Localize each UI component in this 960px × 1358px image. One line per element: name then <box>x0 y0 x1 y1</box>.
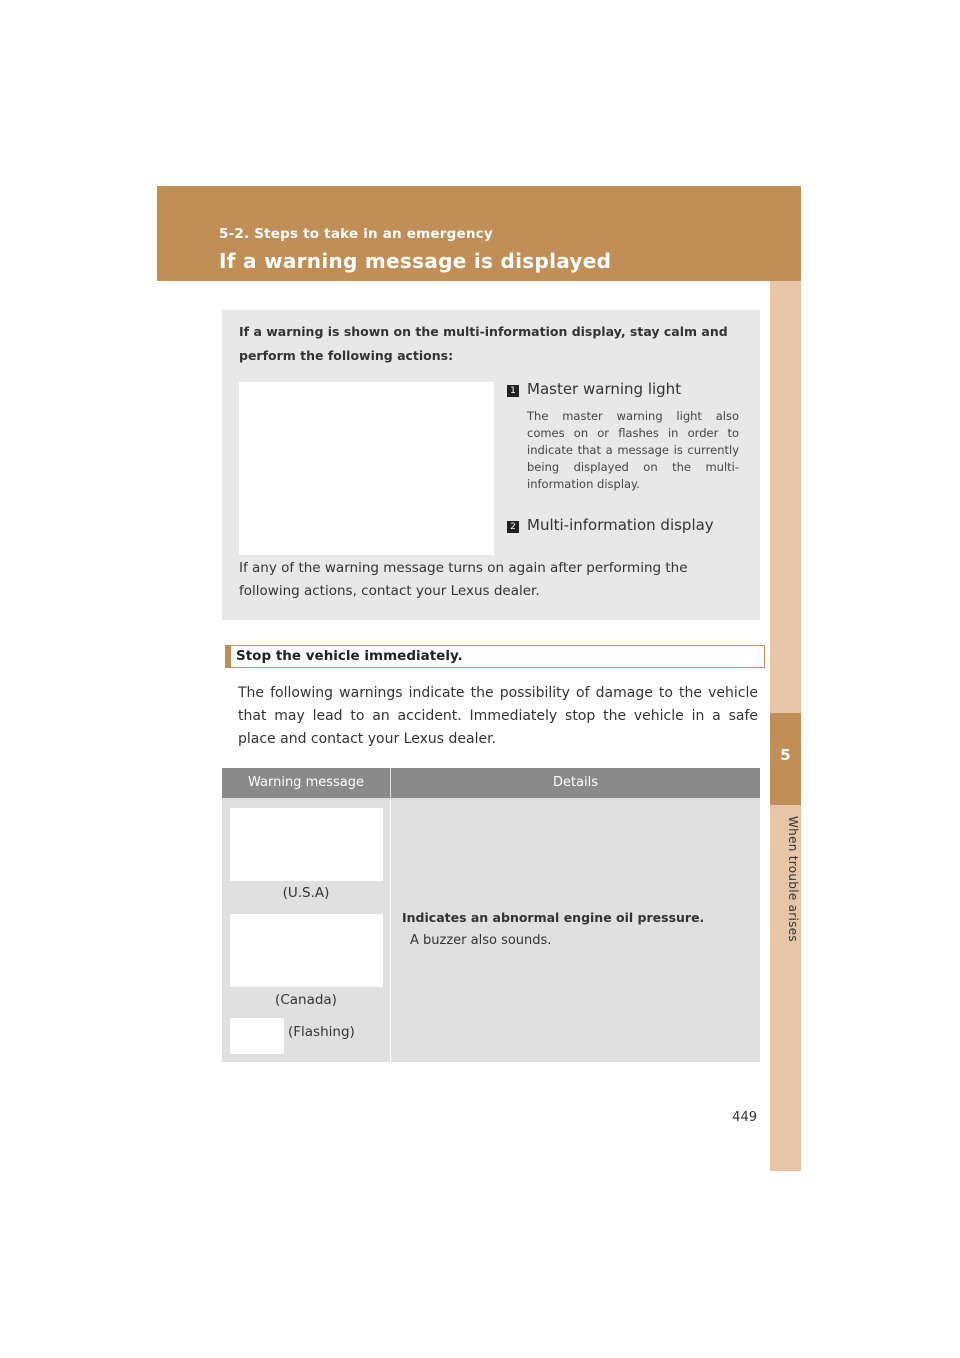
details-text: Indicates an abnormal engine oil pressure. <box>402 910 705 925</box>
callout-number-1: 1 <box>507 385 519 397</box>
caption-usa: (U.S.A) <box>282 885 330 901</box>
warning-image-canada <box>230 914 383 987</box>
info-box <box>222 310 760 620</box>
section-body: The following warnings indicate the possibility of damage to the vehicle that may lead to an accident. Immediately stop the vehicle in a safe place and contact your Lexus dealer. <box>238 685 758 747</box>
callout-title-master-warning: Master warning light <box>527 380 682 398</box>
page-number: 449 <box>732 1110 757 1125</box>
section-heading <box>225 645 765 668</box>
info-box-footer: If any of the warning message turns on again after performing the following actions, contact your Lexus dealer. <box>239 560 688 599</box>
page-title: If a warning message is displayed <box>219 249 612 273</box>
column-divider <box>390 798 391 1062</box>
intro-text: If a warning is shown on the multi-information display, stay calm and perform the following actions: <box>239 324 728 363</box>
chapter-number: 5 <box>780 746 791 764</box>
caption-flashing: (Flashing) <box>288 1024 355 1040</box>
chapter-side-tab <box>770 281 801 1171</box>
chapter-tab-active[interactable] <box>770 713 801 805</box>
table-header-details: Details <box>391 768 760 798</box>
callout-description-master-warning: The master warning light also comes on or flashes in order to indicate that a message is currently being displayed on the multi-information display. <box>527 409 739 491</box>
caption-canada: (Canada) <box>275 992 337 1008</box>
warning-table <box>222 768 760 1062</box>
oil-pressure-warning-icon <box>230 1018 284 1054</box>
callout-number-2: 2 <box>507 521 519 533</box>
instrument-cluster-image <box>239 382 494 555</box>
section-heading-text: Stop the vehicle immediately. <box>236 648 463 664</box>
callout-title-multi-info-display: Multi-information display <box>527 516 714 534</box>
warning-image-usa <box>230 808 383 881</box>
chapter-header <box>157 186 801 281</box>
table-header-warning-message: Warning message <box>222 768 390 798</box>
section-label: 5-2. Steps to take in an emergency <box>219 226 493 242</box>
chapter-title: When trouble arises <box>786 816 800 942</box>
details-subtext: A buzzer also sounds. <box>410 933 552 948</box>
